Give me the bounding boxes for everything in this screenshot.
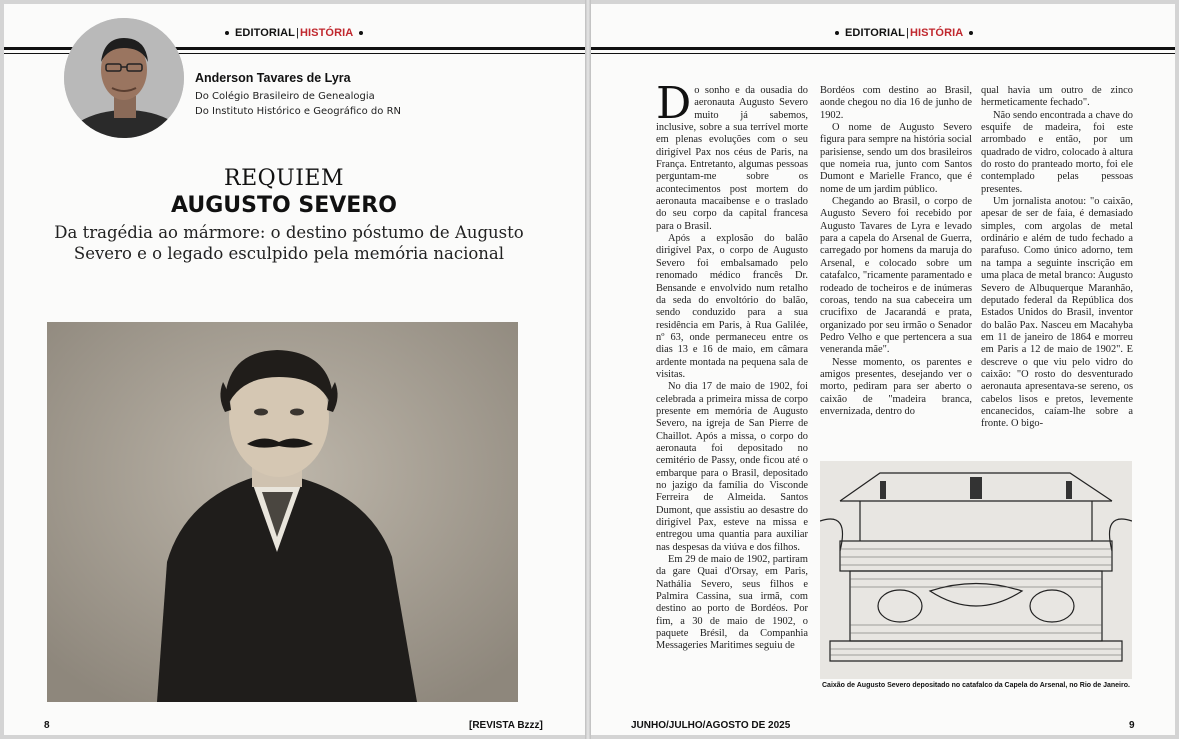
paragraph: Após a explosão do balão dirigível Pax, o corpo de Augusto Severo foi embalsamado pelo renomado médico francês Dr. Bensande e envolvido num retalho da seda do envoltório do balão, sendo conduzido para a sua residência em Paris, à Rua Galilée, nº 63, onde permaneceu entre os dias 13 e 16 de maio, em câmara ardente montada na pequena sala de visitas. xyxy=(656,233,808,380)
section-tag-right: EDITORIAL|HISTÓRIA xyxy=(829,27,979,39)
header-rule xyxy=(591,47,1175,50)
text-column-2 xyxy=(820,85,972,465)
portrait-photo xyxy=(47,322,518,702)
section-tag-left: EDITORIAL|HISTÓRIA xyxy=(219,27,369,39)
author-photo xyxy=(64,18,184,138)
bullet-icon xyxy=(225,31,229,35)
page-number-right: 9 xyxy=(1129,720,1135,731)
text-column-1 xyxy=(656,78,808,705)
text-column-3 xyxy=(981,85,1133,465)
author-name: Anderson Tavares de Lyra xyxy=(195,71,351,85)
section-label: EDITORIAL xyxy=(845,27,905,39)
article-subtitle: Da tragédia ao mármore: o destino póstumo de Augusto Severo e o legado esculpido pela memória nacional xyxy=(54,223,524,263)
right-page xyxy=(591,4,1175,735)
article-title-line2: AUGUSTO SEVERO xyxy=(171,193,397,218)
author-affiliation: Do Instituto Histórico e Geográfico do RN xyxy=(195,106,402,117)
subsection-label: HISTÓRIA xyxy=(299,27,354,39)
paragraph: o sonho e da ousadia do aeronauta Augusto Severo muito já sabemos, inclusive, sobre a sua terrível morte em plenas evoluções com o seu dirigível Pax nos céus de Paris, na França. Entretanto, algumas pessoas perguntam-me sobre os acontecimentos post mortem do aeronauta macaibense e o traslado do seu corpo da capital francesa para o Brasil. xyxy=(656,85,808,232)
figure-caption: Caixão de Augusto Severo depositado no catafalco da Capela do Arsenal, no Rio de Janeiro. xyxy=(822,682,1130,689)
paragraph: Nesse momento, os parentes e amigos presentes, desejando ver o morto, pediram para ser aberto o caixão de "madeira branca, envernizada, dentro do xyxy=(820,356,972,417)
paragraph: qual havia um outro de zinco hermeticamente fechado". xyxy=(981,85,1133,109)
header-rule-thin xyxy=(591,53,1175,54)
issue-date: JUNHO/JULHO/AGOSTO DE 2025 xyxy=(631,720,791,731)
paragraph: No dia 17 de maio de 1902, foi celebrada a primeira missa de corpo presente em memória de Augusto Severo, na igreja de San Pierre de Chaillot. Após a missa, o corpo do aeronauta foi depositado no cemitério de Passy, onde ficou até o embarque para o Brasil, depositado no jazigo da família do Visconde Ferreira de Almeida. Santos Dumont, que assistiu ao desastre do dirigível Pax, esteve na missa e entregou uma quantia para auxiliar nas despesas da viúva e dos filhos. xyxy=(656,381,808,553)
section-label: EDITORIAL xyxy=(235,27,295,39)
left-page xyxy=(4,4,585,735)
coffin-engraving xyxy=(820,461,1132,679)
paragraph: Bordéos com destino ao Brasil, aonde chegou no dia 16 de junho de 1902. xyxy=(820,85,972,121)
author-affiliation: Do Colégio Brasileiro de Genealogia xyxy=(195,91,375,102)
paragraph: O nome de Augusto Severo figura para sempre na história social parisiense, sendo um dos brasileiros que nomeia rua, junto com Santos Dumont e Marielle Franco, que é nome de um jardim público. xyxy=(820,122,972,195)
paragraph: Não sendo encontrada a chave do esquife de madeira, foi este arrombado e então, por um quadrado de vidro, colocado à altura do rosto do pranteado morto, foi ele contemplado pelas pessoas presentes. xyxy=(981,109,1133,195)
magazine-name: [REVISTA Bzzz] xyxy=(469,720,543,731)
bullet-icon xyxy=(835,31,839,35)
bullet-icon xyxy=(359,31,363,35)
page-number-left: 8 xyxy=(44,720,50,731)
bullet-icon xyxy=(969,31,973,35)
drop-cap: D xyxy=(656,78,692,129)
paragraph: Um jornalista anotou: "o caixão, apesar de ser de faia, é demasiado simples, com argolas de metal ordinário e além de tudo fechado a parafuso. Como único adorno, tem na tampa a seguinte inscrição em uma placa de metal branco: Augusto Severo de Albuquerque Maranhão, deputado federal da República dos Estados Unidos do Brasil, inventor do balão Pax. Nasceu em Macahyba em 11 de janeiro de 1864 e morreu em Paris a 12 de maio de 1902". E descreve o que viu pelo vidro do caixão: "O rosto do desventurado aeronauta apresentava-se sereno, os cabelos lisos e pretos, levemente encanecidos, caíam-lhe sobre a fronte. O bigo- xyxy=(981,196,1133,430)
subsection-label: HISTÓRIA xyxy=(909,27,964,39)
paragraph: Em 29 de maio de 1902, partiram da gare Quai d'Orsay, em Paris, Nathália Severo, seus filhos e Palmira Cassina, sua irmã, com destino ao porto de Bordéos. Por fim, a 30 de maio de 1902, o paquete Brésil, da Companhia Messageries Maritimes seguiu de xyxy=(656,554,808,652)
article-title-line1: REQUIEM xyxy=(224,166,344,191)
paragraph: Chegando ao Brasil, o corpo de Augusto Severo foi recebido por Augusto Tavares de Lyra e levado para a capela do Arsenal de Guerra, carregado por homens da maruja do Arsenal, e colocado sobre um catafalco, "ricamente paramentado e rodeado de tocheiros e de inúmeras coroas, tendo na sua cabeceira um crucifixo de Jacarandá e prata, organizado por seu irmão o Senador Pedro Velho e que pertencera a sua veneranda mãe". xyxy=(820,196,972,356)
